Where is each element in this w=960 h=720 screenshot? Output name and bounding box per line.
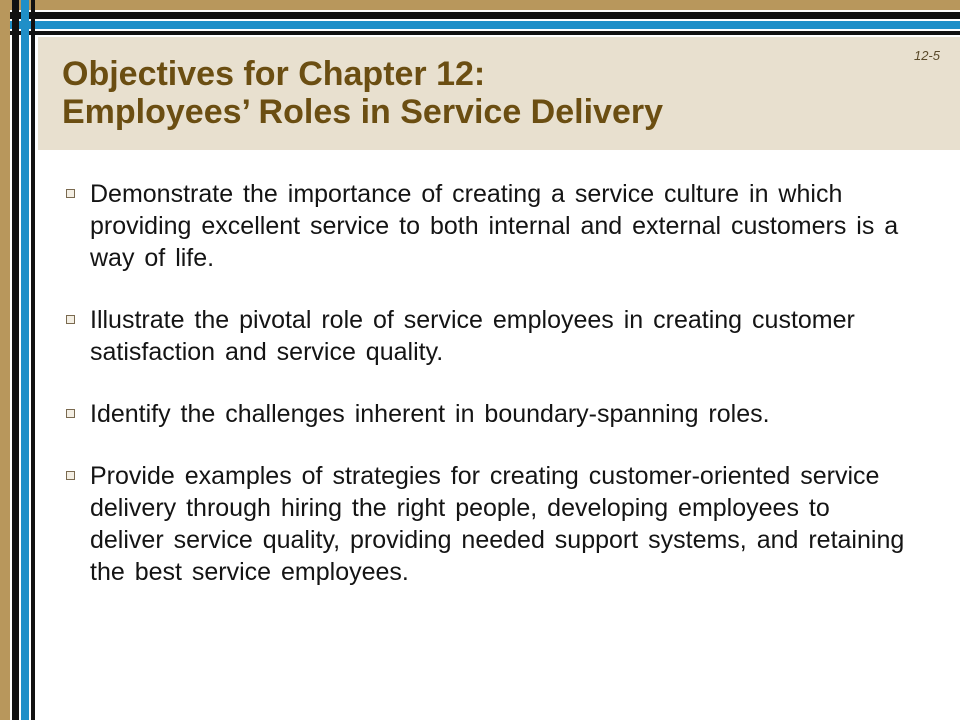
objective-item — [62, 178, 912, 274]
square-bullet-icon — [66, 315, 75, 324]
objective-item — [62, 304, 912, 368]
top-black-stripe — [0, 12, 960, 19]
objective-text: Identify the challenges inherent in boundary-spanning roles. — [90, 400, 770, 428]
slide-title-line-2: Employees’ Roles in Service Delivery — [62, 93, 663, 131]
square-bullet-icon — [66, 471, 75, 480]
objective-item — [62, 460, 912, 588]
top-blue-stripe — [0, 21, 960, 29]
left-tan-bar — [0, 0, 10, 720]
top-black-thin-stripe — [0, 31, 960, 35]
slide-title-line-1: Objectives for Chapter 12: — [62, 55, 486, 93]
square-bullet-icon — [66, 409, 75, 418]
left-black-thin-bar — [31, 0, 35, 720]
objective-text: Illustrate the pivotal role of service employees in creating customer satisfaction and service quality. — [90, 306, 855, 366]
left-blue-bar — [21, 0, 29, 720]
square-bullet-icon — [66, 189, 75, 198]
left-black-bar — [12, 0, 19, 720]
slide-title — [62, 55, 922, 131]
slide-number: 12-5 — [913, 48, 940, 63]
objectives-list — [62, 178, 912, 588]
objective-text: Provide examples of strategies for creating customer-oriented service delivery through hiring the right people, developing employees to deliver service quality, providing needed support systems, and retaining the best service employees. — [90, 462, 905, 586]
objective-text: Demonstrate the importance of creating a service culture in which providing excellent service to both internal and external customers is a way of life. — [90, 180, 899, 272]
objective-item — [62, 398, 912, 430]
top-tan-stripe — [0, 0, 960, 10]
